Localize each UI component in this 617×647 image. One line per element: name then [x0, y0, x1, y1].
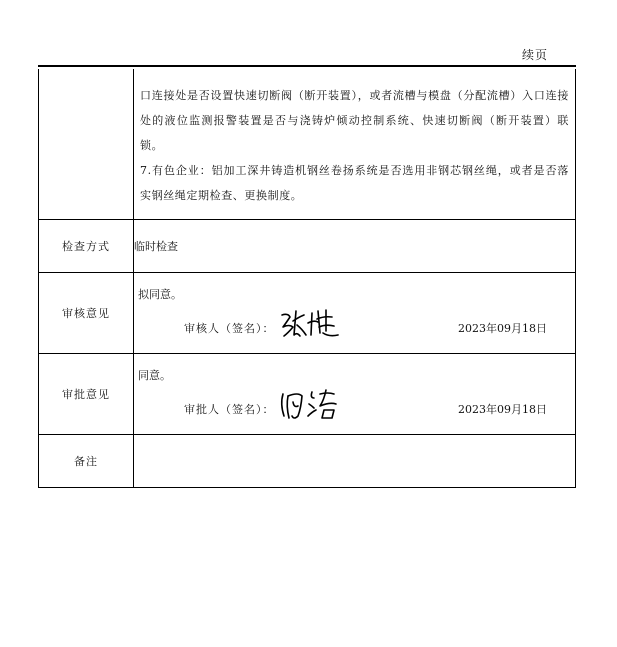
- continuation-label: 续页: [521, 48, 548, 62]
- approval-opinion-cell: [134, 353, 576, 434]
- review-opinion-row: [39, 272, 576, 353]
- reviewer-signature-label: 审核人（签名）：: [184, 321, 275, 335]
- approver-signature: [274, 386, 354, 424]
- inspection-method-value: 临时检查: [134, 219, 576, 272]
- approval-date: 2023年09月18日: [458, 402, 547, 416]
- reviewer-signature: [274, 305, 354, 343]
- approver-signature-label: 审批人（签名）：: [184, 402, 275, 416]
- review-opinion-label: 审核意见: [39, 272, 134, 353]
- content-paragraph-1: 口连接处是否设置快速切断阀（断开装置），或者流槽与模盘（分配流槽）入口连接处的液位监测报警装置是否与浇铸炉倾动控制系统、快速切断阀（断开装置）联锁。: [140, 88, 569, 152]
- content-paragraph-2: 7.有色企业：铝加工深井铸造机钢丝卷扬系统是否选用非钢芯钢丝绳，或者是否落实钢丝绳定期检查、更换制度。: [140, 163, 569, 202]
- header-rule: [38, 65, 576, 67]
- inspection-method-label: 检查方式: [39, 219, 134, 272]
- content-row: [39, 69, 576, 219]
- approval-opinion-text: 同意。: [138, 368, 171, 382]
- inspection-form-table: [38, 69, 576, 488]
- review-opinion-cell: [134, 272, 576, 353]
- remarks-label: 备注: [39, 434, 134, 487]
- approval-opinion-row: [39, 353, 576, 434]
- inspection-method-row: [39, 219, 576, 272]
- approval-opinion-label: 审批意见: [39, 353, 134, 434]
- content-cell: [134, 69, 576, 219]
- content-label-cell: [39, 69, 134, 219]
- remarks-row: [39, 434, 576, 487]
- remarks-value: [134, 434, 576, 487]
- review-date: 2023年09月18日: [458, 321, 547, 335]
- review-opinion-text: 拟同意。: [138, 287, 182, 301]
